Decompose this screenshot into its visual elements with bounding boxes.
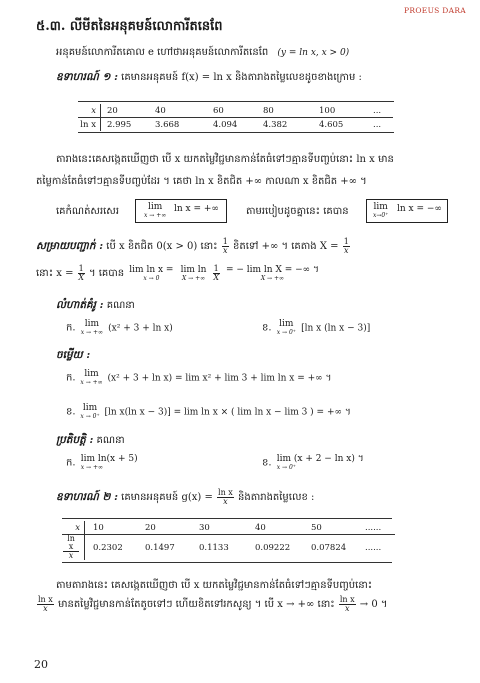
solution-b-lim: [80, 404, 99, 420]
intro-text: អនុគមន៍លោការីតគោល e ហៅថាអនុគមន៍លោការីតនេពែ: [56, 47, 269, 58]
proof-lim-c-top: = − lim ln X = −∞ ។: [225, 264, 319, 275]
limit-box-minus-infinity: [366, 199, 448, 223]
example2-para2-frac: [37, 596, 54, 613]
box1-lim-sub: x → +∞: [144, 212, 167, 219]
example1-para1: តារាងនេះគេសង្កេតឃើញថា បើ x យកតម្លៃវិជ្ជមានកាន់តែធំទៅៗគ្មានទីបញ្ចប់នោះ ln x មាន: [56, 154, 394, 165]
solution-a-label: ក.: [66, 372, 76, 384]
practice-text: គណនា: [96, 435, 125, 446]
solution-b-lim-bot: x → 0⁺: [80, 413, 100, 420]
proof-lim-b: [181, 266, 207, 282]
practice-a-expr: lim ln(x + 5): [80, 454, 138, 464]
solution-a-lim-top: lim: [84, 369, 99, 379]
practice-line: [56, 433, 125, 449]
proof-frac-1-over-X: [78, 265, 85, 282]
header-author: PROEUS DARA: [404, 6, 466, 15]
example2-text: គេមានអនុគមន៍ g(x) =: [121, 492, 213, 503]
example2-para2-frac-num: ln x: [38, 595, 53, 604]
solution-label: ចម្លើយ :: [56, 349, 91, 361]
table2-cell: 40: [255, 521, 311, 535]
practice-b-lim: [277, 455, 364, 471]
page-number: 20: [34, 658, 48, 671]
table2-head-x: x: [62, 521, 85, 535]
solution-a: [66, 370, 331, 386]
example2-para2-line: [36, 596, 387, 613]
proof-lim-c-bot: X → +∞: [260, 274, 285, 282]
example1-text: គេមានអនុគមន៍ f(x) = ln x និងតារាងតម្លៃលេខដូចខាងក្រោម :: [121, 72, 362, 83]
table1-cell: ...: [373, 119, 382, 130]
proof-line2-a: នោះ x =: [36, 268, 74, 279]
table2-cell: 50: [311, 521, 365, 535]
exercise-a-expr: (x² + 3 + ln x): [108, 323, 173, 334]
proof-lim-b-bot: X → +∞: [182, 274, 206, 282]
exercise-a-lim-bot: x → +∞: [80, 329, 103, 336]
proof-frac-X: [343, 238, 350, 255]
practice-b-bot: x → 0⁺: [276, 464, 296, 471]
solution-a-lim: [80, 370, 102, 386]
exercise-b-lim: [277, 320, 296, 336]
box1-lim: lim: [147, 202, 163, 212]
example2-para2-frac-den: x: [43, 604, 48, 613]
exercise-a: [66, 320, 173, 336]
proof-frac3-num: 1: [213, 264, 219, 273]
table1-cell: 2.995: [107, 119, 132, 130]
table2-cell: 0.1133: [199, 542, 229, 553]
practice-label: ប្រតិបត្តិ :: [56, 434, 94, 446]
box2-expr: ln x = −∞: [397, 204, 442, 214]
proof-frac2-num: 1: [78, 264, 84, 273]
table2-cell: ......: [365, 542, 382, 553]
table1-cell: ...: [373, 104, 393, 118]
proof-frac-1-over-X-2: [213, 265, 220, 282]
proof-label: សម្រាយបញ្ជាក់ :: [36, 240, 104, 252]
example2-text2: និងតារាងតម្លៃលេខ :: [238, 492, 315, 503]
table1-cell: 4.605: [319, 119, 344, 130]
example2-para1: តាមតារាងនេះ គេសង្កេតឃើញថា បើ x យកតម្លៃវិជ្ជមានកាន់តែធំទៅៗគ្មានទីបញ្ចប់នោះ: [56, 580, 373, 591]
example2-frac-den: x: [223, 497, 228, 506]
proof-frac-1-over-x: [222, 238, 229, 255]
solution-b: [66, 404, 351, 420]
exercise-b-label: ខ.: [262, 322, 272, 334]
example1-conclude: គេកំណត់សរសេរ: [56, 206, 119, 217]
proof-frac-den: x: [223, 246, 228, 255]
practice-a-label: ក.: [66, 457, 76, 469]
exercise-a-lim-top: lim: [84, 319, 99, 329]
table1-cell: 100: [319, 104, 373, 118]
box1-expr: ln x = +∞: [174, 204, 219, 214]
proof-line2-b: ។ គេបាន: [88, 268, 125, 279]
table1-head-y: ln x: [78, 118, 101, 132]
practice-b-expr: lim (x + 2 − ln x) ។: [276, 454, 364, 464]
table2-cell: 30: [199, 521, 255, 535]
example2-label: ឧទាហរណ៍ ២ :: [56, 491, 118, 503]
exercise-b: [262, 320, 370, 336]
table2-cell: ......: [365, 521, 395, 535]
proof-lim-a: [129, 266, 173, 282]
proof-text1: បើ x ខិតជិត 0(x > 0) នោះ: [106, 241, 218, 252]
table2-cell: 0.1497: [145, 542, 175, 553]
example1-line: [56, 70, 362, 86]
table1-topline: [78, 101, 394, 102]
table2-cell: 0.2302: [93, 542, 123, 553]
section-title: ៥.៣. លីមីតនៃអនុគមន៍លោការីតនេពែ: [36, 19, 223, 34]
example2-para2-frac2-num: ln x: [339, 595, 355, 604]
proof-text2: ខិតទៅ +∞ ។ គេតាង X =: [233, 241, 339, 252]
example2-para2: មានតម្លៃវិជ្ជមានកាន់តែតូចទៅៗ ហើយខិតទៅរកសូន្យ ។ បើ x → +∞ នោះ: [57, 599, 335, 610]
proof-frac-X-den: x: [343, 246, 349, 255]
exercise-text: គណនា: [106, 300, 135, 311]
solution-b-line: [ln x(ln x − 3)] = lim ln x × ( lim ln x − lim 3 ) = +∞ ។: [104, 407, 351, 418]
table1-cell: 60: [213, 104, 263, 118]
table1-head-x: x: [78, 104, 101, 118]
exercise-line: [56, 298, 135, 314]
solution-a-line: (x² + 3 + ln x) = lim x² + lim 3 + lim ln x = +∞ ។: [107, 373, 332, 384]
table1-cell: 20: [101, 104, 156, 118]
table1-cell: 40: [155, 104, 213, 118]
exercise-b-lim-top: lim: [279, 319, 294, 329]
table1: [78, 104, 393, 131]
solution-a-lim-bot: x → +∞: [80, 379, 103, 386]
solution-b-label: ខ.: [66, 406, 76, 418]
proof-lim-a-bot: x → 0: [143, 274, 160, 282]
intro-formula: (y = ln x, x > 0): [277, 48, 350, 58]
box2-lim-sub: x→0⁺: [373, 212, 389, 219]
practice-a-lim: [81, 455, 138, 471]
proof-frac-num: 1: [222, 237, 228, 246]
exercise-label: លំហាត់គំរូ :: [56, 299, 104, 311]
proof-frac2-den: X: [78, 273, 85, 282]
example1-para2: តម្លៃកាន់តែធំទៅៗគ្មានទីបញ្ចប់ដែរ ។ គេថា ln x ខិតជិត +∞ កាលណា x ខិតជិត +∞ ។: [36, 176, 367, 187]
table1-cell: 80: [263, 104, 319, 118]
proof-line2: [36, 265, 321, 282]
example2-frac: [217, 489, 234, 506]
practice-b-label: ខ.: [262, 457, 272, 469]
table1-cell: 4.094: [213, 119, 238, 130]
practice-a: [66, 455, 140, 471]
table2: [62, 521, 395, 560]
proof-frac-X-num: 1: [343, 237, 349, 246]
example1-label: ឧទាហរណ៍ ១ :: [56, 71, 118, 83]
table1-cell: 3.668: [155, 119, 180, 130]
example1-similar: តាមរបៀបដូចគ្នានេះ គេបាន: [246, 206, 349, 217]
table2-topline: [62, 518, 392, 519]
table1-cell: 4.382: [263, 119, 288, 130]
proof-frac3-den: X: [213, 273, 220, 282]
box2-lim: lim: [373, 202, 388, 212]
exercise-a-label: ក.: [66, 322, 76, 334]
table2-head-num: ln x: [63, 535, 79, 552]
example2-para2-frac2-den: x: [344, 604, 350, 613]
exercise-b-lim-bot: x → 0⁺: [276, 329, 296, 336]
example2-frac-num: ln x: [218, 488, 233, 497]
example2-para2-end: → 0 ។: [359, 599, 388, 610]
proof-lim-a-top: lim ln x =: [129, 264, 174, 275]
exercise-a-lim: [81, 320, 103, 336]
proof-lim-b-top: lim ln: [180, 264, 207, 275]
solution-b-lim-top: lim: [82, 403, 98, 413]
table1-bottomline: [78, 132, 394, 133]
table2-head-den: x: [68, 551, 74, 560]
exercise-b-expr: [ln x (ln x − 3)]: [301, 323, 371, 334]
proof-line1: [36, 238, 351, 255]
intro-line: [56, 45, 349, 60]
proof-lim-c: [226, 266, 319, 282]
example2-para2-frac2: [339, 596, 356, 613]
table2-cell: 0.07824: [311, 542, 347, 553]
limit-box-plus-infinity: [135, 199, 227, 223]
practice-b: [262, 455, 366, 471]
table2-head-y: [62, 535, 85, 561]
table2-cell: 20: [145, 521, 199, 535]
example2-line: [56, 489, 314, 506]
table2-cell: 0.09222: [255, 542, 291, 553]
table2-cell: 10: [85, 521, 146, 535]
practice-a-bot: x → +∞: [80, 464, 103, 471]
table2-head-frac: [63, 535, 79, 560]
table2-bottomline: [62, 562, 392, 563]
